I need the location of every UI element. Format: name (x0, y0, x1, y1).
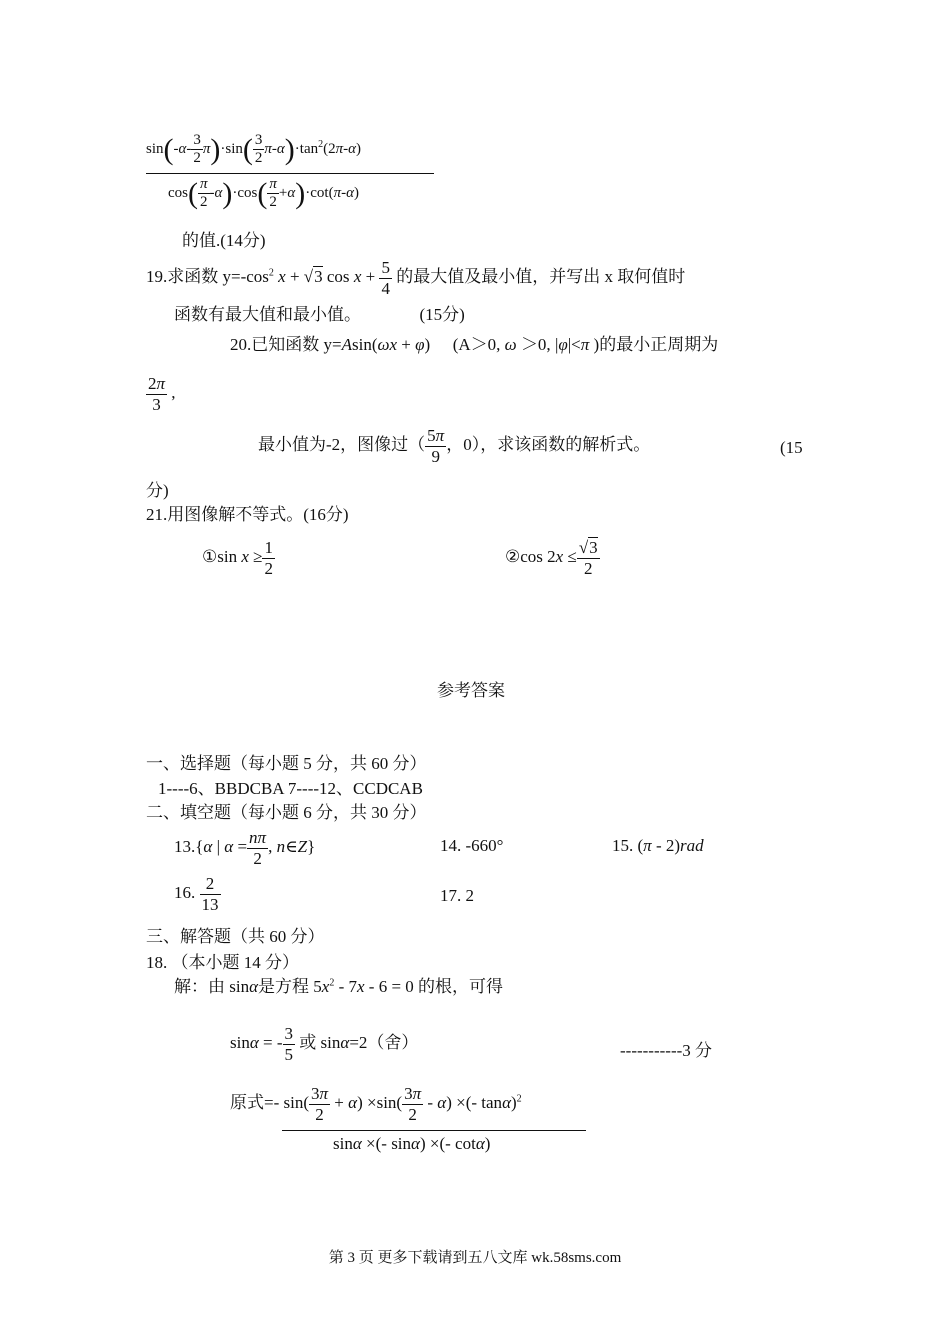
q19-formula: $\cos^2 x + √3$ cos x + $\frac{5}{4}$ (246, 258, 390, 298)
section1-title: 一、选择题（每小题 5 分，共 60 分） (146, 754, 427, 773)
q21-item1: ①sin x ≥ $\frac{1}{2}$ (202, 538, 273, 578)
q18-solution-line: 解：由 sinα是方程 $5x^2 - 7x - 6 = 0$ 的根，可得 (174, 977, 504, 996)
section1-answers: 1----6、BBDCBA 7----12、CCDCAB (158, 779, 423, 798)
q18-denominator: cos( $\frac{\pi}{2}$ -α)·cos( $\frac{\pi}{2}$ +α)·cot(π-α) (168, 176, 359, 211)
q18-sin-value: sinα = - $\frac{3}{5}$ 或 sinα=2（舍） (230, 1024, 419, 1064)
section2-title: 二、填空题（每小题 6 分，共 30 分） (146, 803, 427, 822)
q20-line3: 最小值为-2，图像过（ $\frac{5\pi}{9}$ ，0），求该函数的解析式。 (258, 426, 651, 466)
q19-middle: 的最大值及最小值，并写出 x 取何值时 (396, 266, 686, 286)
q21-item2: ②cos 2x ≤ $\frac{√3}{2}$ (505, 538, 598, 578)
answer-16: 16. $\frac{2}{13}$ (174, 874, 219, 914)
answers-heading: 参考答案 (437, 681, 505, 700)
answer-13: 13.{α | α = $\frac{n\pi}{2}$ , n∈Z} (174, 828, 316, 868)
q18-original-numerator: 原式=- sin( $\frac{3\pi}{2}$ + α) ×sin( $\frac{3\pi}{2}$ - α) ×(- tanα)$^2$ (230, 1084, 522, 1124)
q18-original-fraction-bar (282, 1130, 586, 1131)
q19-score: (15分) (419, 305, 465, 324)
q18-tail-text: 的值.(14分) (182, 231, 266, 250)
q19-line1 (146, 258, 685, 298)
q18-score: -----------3 分 (620, 1041, 713, 1060)
q20-period-fraction: $\frac{2\pi}{3}$ , (148, 374, 176, 414)
q19-line2: 函数有最大值和最小值。 (15分) (174, 305, 465, 324)
answer-17: 17. 2 (440, 886, 474, 905)
q18-numerator: sin(-α- $\frac{3}{2}$ π)·sin( $\frac{3}{2}$ $\pi-\alpha)\cdot\tan^2(2\pi-\alpha)$ (146, 132, 362, 167)
q18-original-denominator: sinα ×(- sinα) ×(- cotα) (333, 1134, 491, 1153)
q20-score-b: 分) (146, 481, 169, 500)
answer-15: 15. (π - 2)rad (612, 836, 704, 855)
q18-fraction-bar (146, 173, 434, 174)
q19-prefix: 19.求函数 y=- (146, 266, 247, 286)
q18-answer-head: 18. （本小题 14 分） (146, 953, 299, 972)
q20-score-a: (15 (780, 438, 803, 457)
answer-14: 14. -660° (440, 836, 504, 855)
q21-title: 21.用图像解不等式。(16分) (146, 505, 349, 524)
section3-title: 三、解答题（共 60 分） (146, 927, 325, 946)
page-footer: 第 3 页 更多下载请到五八文库 wk.58sms.com (328, 1250, 622, 1266)
q20-line1: 20.已知函数 y=Asin(ωx + φ) (A＞0, ω ＞0, |φ|<π )的最小正周期为 (230, 335, 719, 354)
